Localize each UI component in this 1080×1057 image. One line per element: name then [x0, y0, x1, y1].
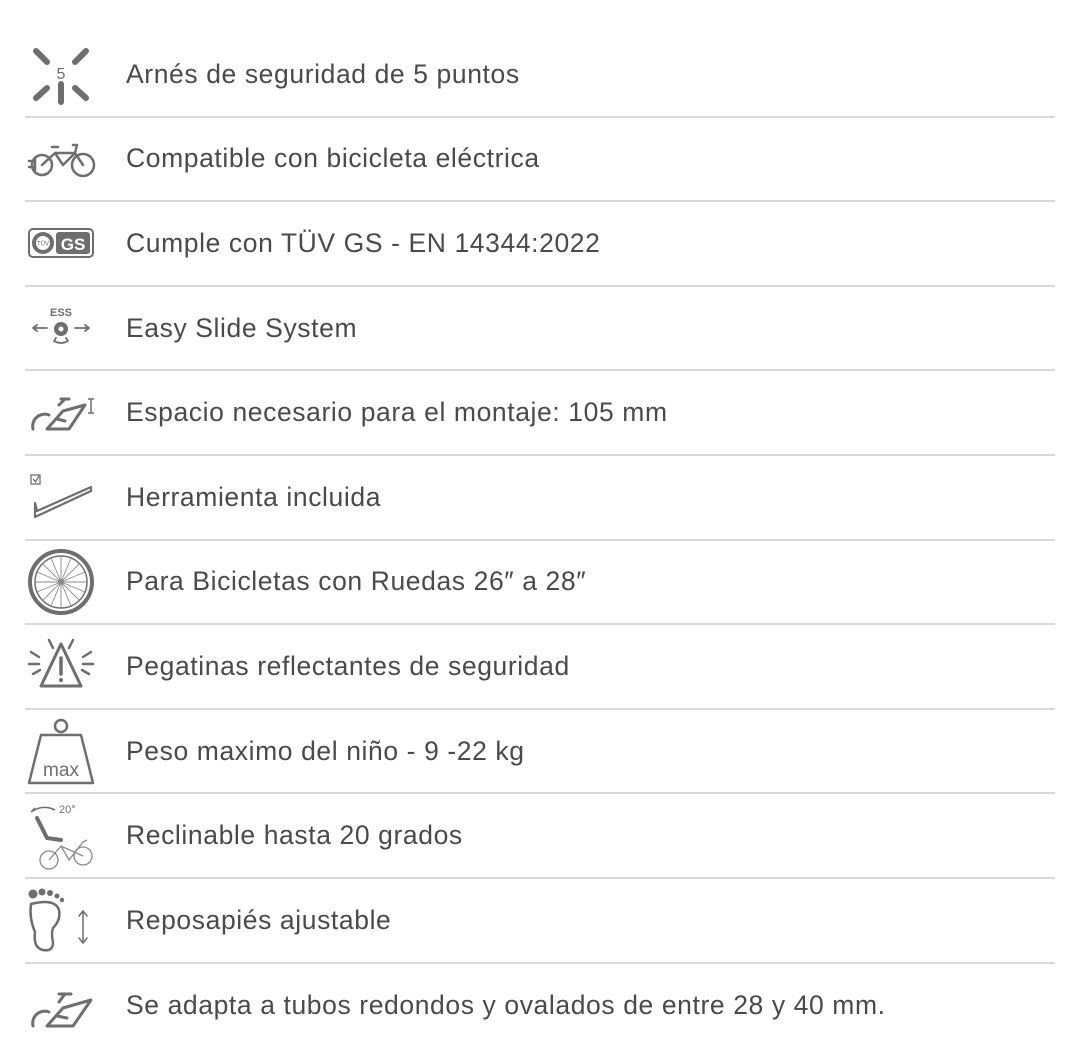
feature-label: Se adapta a tubos redondos y ovalados de entre 28 y 40 mm.	[126, 990, 886, 1021]
feature-row-ebike	[25, 118, 1055, 203]
tuv-gs-certification-icon	[25, 207, 97, 279]
gs-mark: GS	[60, 235, 86, 255]
feature-label: Para Bicicletas con Ruedas 26″ a 28″	[126, 566, 587, 597]
feature-label: Peso maximo del niño - 9 -22 kg	[126, 735, 525, 766]
max-weight-icon	[25, 715, 97, 787]
ebike-compatible-icon	[25, 123, 97, 195]
feature-label: Espacio necesario para el montaje: 105 mm	[126, 397, 668, 428]
feature-row-easy-slide	[25, 287, 1055, 372]
recline-icon	[25, 800, 97, 872]
feature-row-tool	[25, 456, 1055, 541]
adjustable-footrest-icon	[25, 884, 97, 956]
feature-label: Easy Slide System	[126, 312, 358, 343]
feature-label: Reposapiés ajustable	[126, 904, 392, 935]
feature-label: Compatible con bicicleta eléctrica	[126, 143, 540, 174]
tuv-mark: TÜV	[37, 241, 49, 248]
feature-row-certification	[25, 202, 1055, 287]
feature-label: Cumple con TÜV GS - EN 14344:2022	[126, 227, 601, 258]
feature-row-footrest	[25, 879, 1055, 964]
feature-label: Reclinable hasta 20 grados	[126, 820, 463, 851]
max-mark: max	[43, 760, 79, 782]
easy-slide-system-icon	[25, 292, 97, 364]
feature-row-harness	[25, 33, 1055, 118]
feature-row-mounting-space	[25, 371, 1055, 456]
reflective-stickers-icon	[25, 630, 97, 702]
feature-row-reflective	[25, 625, 1055, 710]
feature-label: Arnés de seguridad de 5 puntos	[126, 58, 520, 89]
ess-mark: ESS	[49, 307, 73, 320]
harness-5-point-icon	[25, 38, 97, 110]
feature-label: Herramienta incluida	[126, 481, 382, 512]
feature-row-max-weight	[25, 710, 1055, 795]
wheel-size-icon	[25, 546, 97, 618]
feature-row-wheel-size	[25, 541, 1055, 626]
mounting-space-icon	[25, 377, 97, 449]
harness-number: 5	[56, 66, 66, 84]
feature-list	[25, 33, 1055, 1048]
feature-row-recline	[25, 794, 1055, 879]
tube-adapter-icon	[25, 970, 97, 1042]
tool-included-icon	[25, 461, 97, 533]
feature-label: Pegatinas reflectantes de seguridad	[126, 650, 570, 681]
feature-row-tube-adapter	[25, 964, 1055, 1049]
recline-degrees: 20°	[59, 803, 76, 816]
